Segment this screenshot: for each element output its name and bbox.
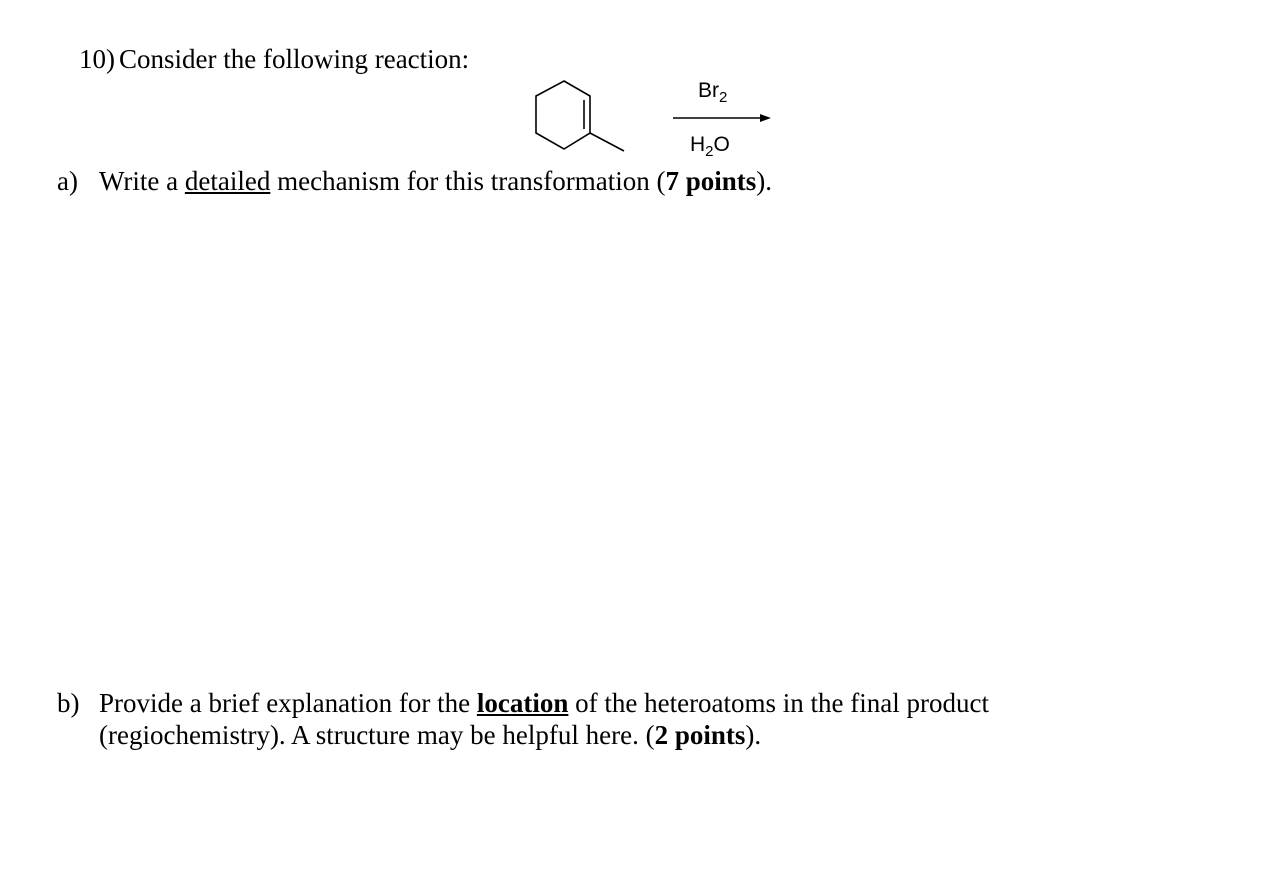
reagent-bromine: $Br_2$ (698, 79, 728, 106)
part-b-line-1: b) Provide a brief explanation for the location of the heteroatoms in the final product (57, 688, 989, 718)
part-b-line-2: (regiochemistry). A structure may be helpful here. (2 points). (99, 720, 762, 750)
part-a: a) Write a detailed mechanism for this transformation (7 points). (57, 166, 773, 196)
reaction-scheme (520, 72, 800, 172)
methyl-bond (590, 133, 624, 151)
points-a: 7 points (665, 166, 757, 196)
question-heading (79, 43, 469, 75)
reagent-water: $H_2O$ (690, 133, 730, 160)
part-a-label: a) (57, 166, 78, 196)
emphasis-location: location (476, 688, 569, 718)
methylcyclohexene-structure (520, 72, 800, 172)
reaction-arrow (673, 114, 771, 122)
cyclohexene-ring (536, 81, 590, 149)
part-b-label: b) (57, 688, 80, 718)
question-prompt: Consider the following reaction: (119, 44, 470, 74)
emphasis-detailed: detailed (184, 166, 271, 196)
question-number: 10) (79, 44, 115, 74)
points-b: 2 points (654, 720, 746, 750)
